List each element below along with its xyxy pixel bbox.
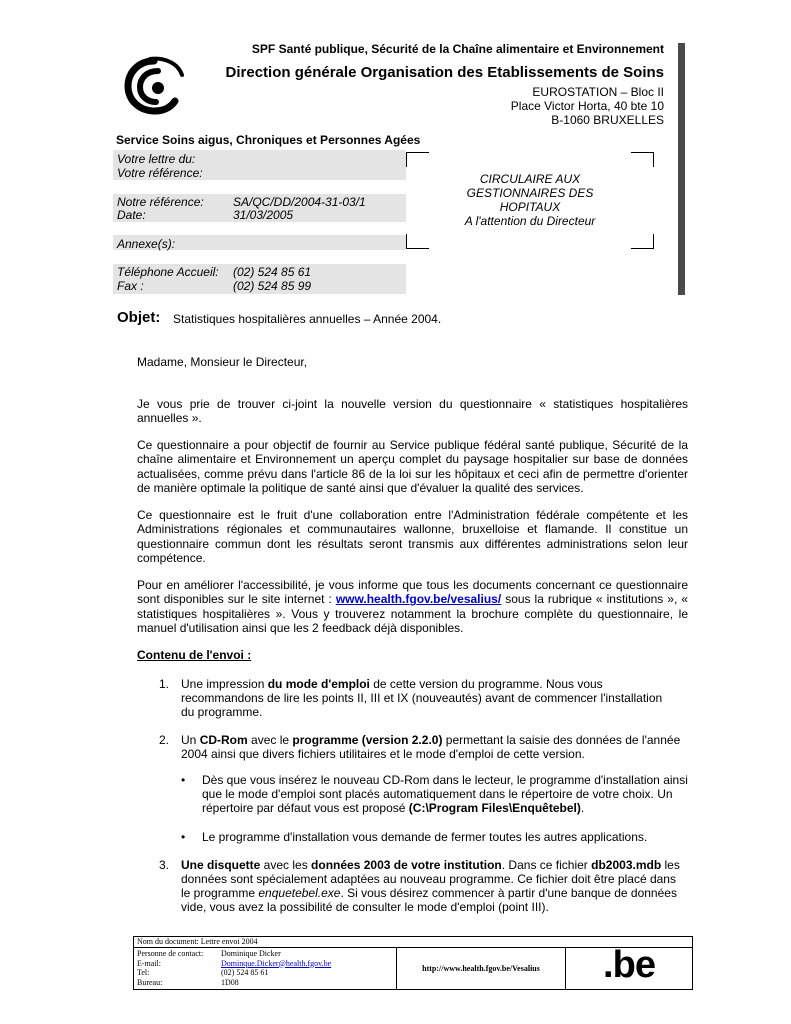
bullet-2-text: Le programme d'installation vous demande de fermer toutes les autres applications. — [202, 830, 648, 844]
header-side-bar — [678, 43, 685, 295]
footer-tel-label: Tel: — [137, 968, 150, 977]
footer-office-value: 1D08 — [221, 977, 239, 987]
paragraph-1: Je vous prie de trouver ci-joint la nouvelle version du questionnaire « statistiques hospitalières annuelles ». — [137, 397, 688, 426]
contents-heading: Contenu de l'envoi : — [137, 648, 252, 662]
bullet-1-line-1: Dès que vous insérez le nouveau CD-Rom dans le lecteur, le programme d'installation ainsi — [202, 773, 688, 787]
paragraph-4-end: sous la rubrique « institutions », « statistiques hospitalières ». Vous y trouverez notamment la brochure complète du questionnaire, le manuel d'utilisation ainsi que les 2 feedback déjà disponibles. — [137, 592, 688, 635]
bullet-1-text-a: répertoire par défaut vous est proposé — [202, 801, 409, 815]
footer-box — [133, 936, 693, 990]
list-item-3-text-f: les — [661, 858, 680, 872]
footer-email-label: E-mail: — [137, 958, 161, 968]
list-item-3-text-h: . Si vous désirez commencer à partir d'une banque de données — [340, 886, 677, 900]
fax-value: (02) 524 85 99 — [233, 279, 312, 293]
list-item-2-text-a: Un — [181, 733, 200, 747]
footer-tel-value: (02) 524 85 61 — [221, 968, 269, 977]
list-item-2-text-b: CD-Rom — [199, 733, 248, 747]
list-item-3-line-1 — [181, 858, 680, 872]
service-name: Service Soins aigus, Chroniques et Personnes Agées — [116, 133, 421, 147]
list-item-1-text-a: Une impression — [181, 677, 268, 691]
your-letter-label: Votre lettre du: — [117, 152, 196, 166]
recipient-line-1: CIRCULAIRE AUX — [479, 172, 581, 186]
window-corner-tl — [406, 152, 429, 167]
list-item-3-filename: enquetebel.exe — [258, 886, 341, 900]
recipient-line-3: HOPITAUX — [499, 200, 561, 214]
bullet-1-dot: • — [181, 773, 186, 787]
subject-text: Statistiques hospitalières annuelles – Année 2004. — [173, 312, 442, 326]
list-item-3-text-d: . Dans ce fichier — [501, 858, 592, 872]
list-item-2-line-1 — [181, 733, 680, 747]
date-label: Date: — [117, 208, 146, 222]
list-item-3-text-c: données 2003 de votre institution — [311, 858, 502, 872]
list-item-1-line-2: recommandons de lire les points II, III et IX (nouveautés) avant de commencer l'installation — [181, 691, 663, 705]
list-item-2-text-c: avec le — [247, 733, 293, 747]
window-corner-bl — [406, 234, 429, 249]
list-item-1-line-1 — [181, 677, 603, 691]
bullet-1-path: (C:\Program Files\Enquêtebel) — [408, 801, 581, 815]
footer-doc-name: Nom du document: Lettre envoi 2004 — [137, 937, 258, 946]
list-item-3-line-3 — [181, 886, 677, 900]
date-value: 31/03/2005 — [233, 208, 294, 222]
telephone-value: (02) 524 85 61 — [233, 265, 312, 279]
recipient-line-4: A l'attention du Directeur — [464, 214, 596, 228]
recipient-line-2: GESTIONNAIRES DES — [466, 186, 594, 200]
paragraph-2: Ce questionnaire a pour objectif de fournir au Service publique fédéral santé publique, Sécurité de la chaîne alimentaire et Environnement un aperçu complet du paysage hospitalier sur base de données actualisées, comme prévu dans l'article 86 de la loi sur les hôpitaux et ceci afin de permettre d'orienter de manière optimale la politique de santé ainsi que d'évaluer la qualité des services. — [137, 438, 688, 495]
our-reference-value: SA/QC/DD/2004-31-03/1 — [233, 195, 366, 209]
bullet-2-dot: • — [181, 830, 186, 844]
paragraph-4 — [137, 578, 688, 635]
paragraph-4-start: Pour en améliorer l'accessibilité, je vous informe que tous les documents concernant ce questionnaire sont disponibles sur le site internet : — [137, 578, 688, 607]
list-item-2-line-2: 2004 ainsi que divers fichiers utilitaires et le mode d'emploi de cette version. — [181, 747, 585, 761]
footer-contact-values — [221, 949, 331, 987]
list-item-1-line-3: du programme. — [181, 705, 263, 719]
list-item-3-text-e: db2003.mdb — [591, 858, 662, 872]
your-reference-label: Votre référence: — [117, 166, 203, 180]
footer-website[interactable]: http://www.health.fgov.be/Vesalius — [422, 964, 540, 973]
telephone-label: Téléphone Accueil: — [117, 265, 219, 279]
vesalius-link[interactable]: www.health.fgov.be/vesalius/ — [335, 592, 502, 607]
salutation: Madame, Monsieur le Directeur, — [137, 355, 308, 369]
list-item-3-line-4: vide, vous avez la possibilité de consulter le mode d'emploi (point III). — [181, 900, 549, 914]
address-line-1: EUROSTATION – Bloc II — [532, 85, 664, 99]
list-item-1-text-c: de cette version du programme. Nous vous — [369, 677, 603, 691]
list-item-3-text-g: le programme — [181, 886, 259, 900]
ministry-name: SPF Santé publique, Sécurité de la Chaîne alimentaire et Environnement — [251, 42, 664, 56]
list-item-3-text-a: Une disquette — [181, 858, 261, 872]
list-item-3-text-b: avec les — [260, 858, 312, 872]
recipient-block — [430, 172, 630, 228]
list-item-1-text-b: du mode d'emploi — [267, 677, 370, 691]
list-item-2-text-d: programme (version 2.2.0) — [292, 733, 443, 747]
bullet-1-line-2: que le mode d'emploi sont placés automatiquement dans le répertoire de votre choix. Un — [202, 787, 673, 801]
list-item-2-number: 2. — [159, 733, 170, 747]
list-item-2-text-e: permettant la saisie des données de l'année — [442, 733, 681, 747]
footer-email-link[interactable]: Dominque.Dicker@health.fgov.be — [221, 958, 332, 968]
list-item-3-line-2: données sont spécialement adaptées au nouveau programme. Ce fichier doit être placé dans — [181, 872, 676, 886]
footer-logo-cell — [566, 944, 692, 989]
footer-office-label: Bureau: — [137, 977, 163, 987]
window-corner-tr — [631, 152, 654, 167]
window-corner-br — [631, 234, 654, 249]
footer-contact-cell — [134, 948, 397, 989]
direction-name: Direction générale Organisation des Etablissements de Soins — [225, 64, 664, 81]
footer-contact-label: Personne de contact: — [137, 949, 204, 958]
list-item-3-number: 3. — [159, 858, 170, 872]
address-line-3: B-1060 BRUXELLES — [551, 113, 664, 127]
subject-label: Objet: — [117, 309, 161, 326]
address-line-2: Place Victor Horta, 40 bte 10 — [510, 99, 664, 113]
ministry-logo-icon — [124, 55, 188, 115]
bullet-1-line-3 — [202, 801, 584, 815]
list-item-1-number: 1. — [159, 677, 170, 691]
be-logo-icon: .be — [603, 944, 655, 986]
bullet-1-text-c: . — [580, 801, 585, 815]
our-reference-label: Notre référence: — [117, 195, 204, 209]
footer-contact-value: Dominique Dicker — [221, 949, 281, 958]
footer-website-cell — [397, 948, 566, 989]
paragraph-3: Ce questionnaire est le fruit d'une collaboration entre l'Administration fédérale compétente et les Administrations régionales et communautaires wallonne, bruxelloise et flamande. Il constitue un questionnaire commun dont les résultats seront transmis aux différentes administrations selon leur compétence. — [137, 508, 688, 565]
annexes-label: Annexe(s): — [117, 237, 176, 251]
footer-contact-labels — [137, 949, 203, 987]
fax-label: Fax : — [117, 279, 144, 293]
